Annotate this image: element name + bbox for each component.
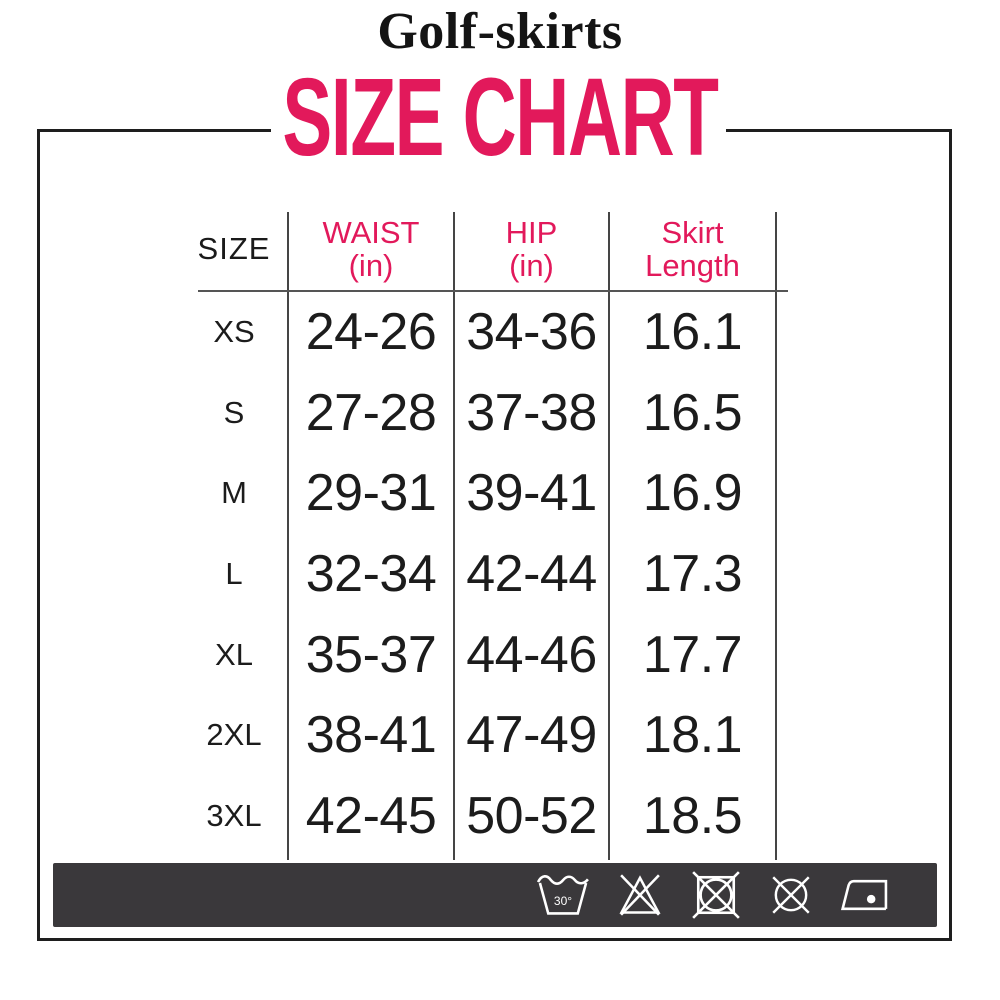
waist-value: 32-34 xyxy=(305,545,437,604)
wash-temperature-label: 30° xyxy=(553,894,573,909)
hip-value: 34-36 xyxy=(466,303,597,362)
size-label: 2XL xyxy=(206,717,262,753)
size-label: XS xyxy=(213,314,255,350)
waist-value: 29-31 xyxy=(305,464,437,523)
page-title: SIZE CHART xyxy=(282,56,718,179)
hip-value: 42-44 xyxy=(466,545,597,604)
brand-title: Golf-skirts xyxy=(377,3,623,60)
column-header-label: Length xyxy=(645,248,740,283)
column-header-waist xyxy=(288,206,454,292)
waist-value: 38-41 xyxy=(305,706,437,765)
hip-value: 39-41 xyxy=(466,464,597,523)
care-instructions-bar xyxy=(53,863,937,927)
hip-value: 37-38 xyxy=(466,383,597,442)
length-value: 18.5 xyxy=(642,786,743,845)
size-table xyxy=(180,206,776,856)
column-header-skirt-length xyxy=(609,206,776,292)
machine-wash-30-icon xyxy=(534,871,592,919)
column-header-label: WAIST xyxy=(322,214,420,250)
hip-value: 47-49 xyxy=(466,706,597,765)
waist-value: 27-28 xyxy=(305,383,437,442)
length-value: 16.5 xyxy=(642,383,743,442)
column-header-unit: (in) xyxy=(509,248,554,283)
frame-top-border-left xyxy=(37,129,271,132)
column-header-label: HIP xyxy=(505,214,558,250)
column-header-unit: (in) xyxy=(348,248,394,283)
size-label: XL xyxy=(215,636,253,672)
waist-value: 35-37 xyxy=(305,625,437,684)
waist-value: 24-26 xyxy=(305,303,437,362)
length-value: 16.9 xyxy=(642,464,743,523)
frame-top-border-right xyxy=(726,129,952,132)
column-header-label: Skirt xyxy=(661,214,724,250)
iron-low-heat-icon xyxy=(838,871,897,919)
size-label: M xyxy=(221,475,247,511)
do-not-tumble-dry-icon xyxy=(688,870,744,920)
length-value: 18.1 xyxy=(642,706,743,765)
size-label: 3XL xyxy=(206,797,262,833)
column-header-hip xyxy=(454,206,609,292)
column-header-label: SIZE xyxy=(197,231,271,267)
length-value: 17.7 xyxy=(642,625,743,684)
hip-value: 44-46 xyxy=(466,625,597,684)
size-label: L xyxy=(225,556,243,592)
length-value: 17.3 xyxy=(642,545,743,604)
hip-value: 50-52 xyxy=(466,786,597,845)
column-header-size xyxy=(180,206,288,292)
waist-value: 42-45 xyxy=(305,786,437,845)
length-value: 16.1 xyxy=(642,303,743,362)
do-not-dry-clean-icon xyxy=(765,871,817,919)
do-not-bleach-icon xyxy=(613,871,667,919)
size-label: S xyxy=(223,394,245,430)
